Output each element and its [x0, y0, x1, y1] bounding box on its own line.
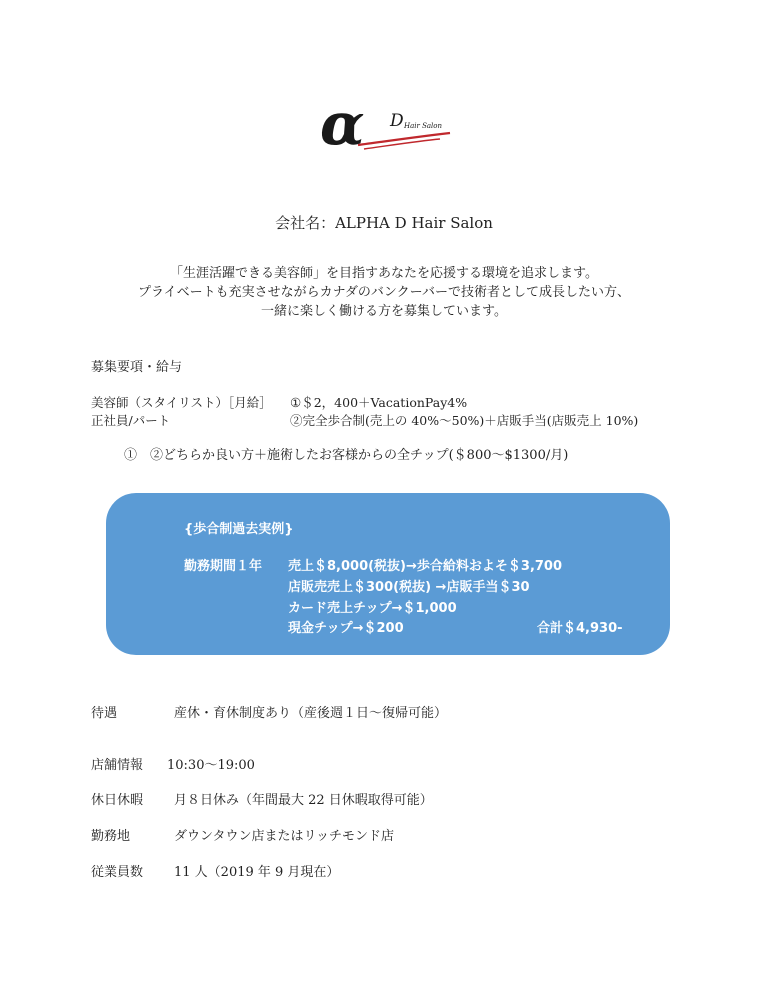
alpha-symbol: α [320, 96, 365, 158]
info-value-location: ダウンタウン店またはリッチモンド店 [174, 829, 394, 844]
example-total: 合計＄4,930- [537, 621, 623, 636]
example-period: 勤務期間１年 [184, 559, 263, 574]
commission-example-box [106, 493, 670, 655]
example-line: 店販売売上＄300(税抜) →店販手当＄30 [288, 580, 530, 595]
salary-option-1: ①＄2，400＋VacationPay4% [290, 395, 468, 410]
example-line: 現金チップ→＄200 [288, 621, 404, 636]
company-name: 会社名：ALPHA D Hair Salon [275, 214, 493, 232]
section-title: 募集要項・給与 [91, 360, 183, 375]
example-line: 売上＄8,000(税抜)→歩合給料およそ＄3,700 [288, 559, 563, 574]
info-value-holidays: 月８日休み（年間最大 22 日休暇取得可能） [174, 793, 433, 808]
salary-option-2: ②完全歩合制(売上の 40%～50%)＋店販手当(店販売上 10%) [290, 413, 639, 428]
info-label-location: 勤務地 [91, 829, 131, 844]
info-label-benefits: 待遇 [91, 706, 118, 721]
alpha-logo-graphic [318, 96, 454, 158]
example-title: {歩合制過去実例} [184, 522, 294, 537]
info-label-employees: 従業員数 [91, 865, 144, 880]
company-logo [318, 96, 454, 158]
position-label: 美容師（スタイリスト）［月給］ [91, 395, 272, 410]
intro-line: 一緒に楽しく働ける方を募集しています。 [261, 304, 507, 319]
intro-line: 「生涯活躍できる美容師」を目指すあなたを応援する環境を追求します。 [170, 266, 598, 281]
logo-letter: D [390, 111, 404, 131]
info-value-benefits: 産休・育休制度あり（産後週１日～復帰可能） [174, 706, 448, 721]
info-label-store: 店舗情報 [91, 758, 144, 773]
info-value-store: 10:30～19:00 [167, 758, 255, 773]
logo-subtext: Hair Salon [404, 122, 443, 130]
info-label-holidays: 休日休暇 [91, 793, 144, 808]
employment-type: 正社員/パート [91, 413, 171, 428]
info-value-employees: 11 人（2019 年 9 月現在） [174, 865, 340, 880]
tips-line: ① ②どちらか良い方＋施術したお客様からの全チップ(＄800～$1300/月) [124, 448, 569, 463]
intro-text [0, 264, 768, 321]
intro-line: プライベートも充実させながらカナダのバンクーバーで技術者として成長したい方、 [137, 285, 631, 300]
example-line: カード売上チップ→＄1,000 [288, 601, 457, 616]
